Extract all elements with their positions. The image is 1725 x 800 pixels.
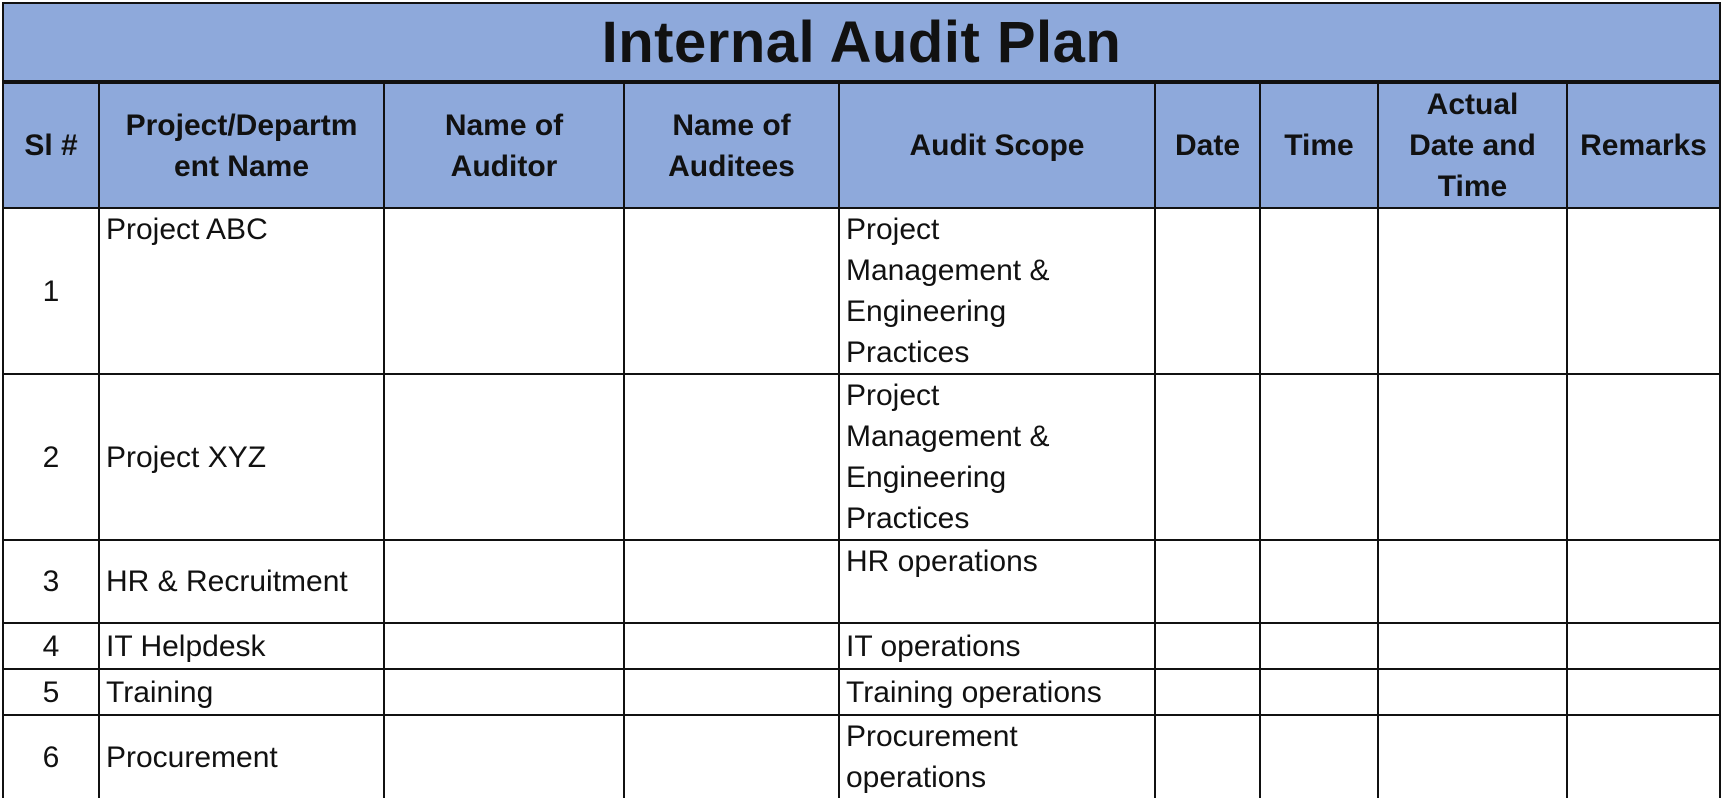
cell-auditor[interactable]	[384, 669, 624, 715]
table-row	[4, 374, 1719, 540]
cell-sl: 3	[4, 540, 99, 623]
cell-actual[interactable]	[1378, 208, 1567, 374]
cell-project: IT Helpdesk	[99, 623, 384, 669]
cell-remarks[interactable]	[1567, 715, 1719, 798]
cell-actual[interactable]	[1378, 669, 1567, 715]
header-auditor-line2: Auditor	[450, 149, 558, 183]
cell-date[interactable]	[1155, 374, 1260, 540]
cell-auditees[interactable]	[624, 669, 839, 715]
cell-auditor[interactable]	[384, 540, 624, 623]
cell-auditor[interactable]	[384, 715, 624, 798]
cell-scope	[839, 715, 1155, 798]
cell-scope	[839, 540, 1155, 623]
table-row	[4, 669, 1719, 715]
header-auditees	[624, 83, 839, 208]
header-date: Date	[1155, 83, 1260, 208]
cell-time[interactable]	[1260, 715, 1378, 798]
table-row	[4, 715, 1719, 798]
cell-actual[interactable]	[1378, 623, 1567, 669]
cell-project: Procurement	[99, 715, 384, 798]
cell-time[interactable]	[1260, 208, 1378, 374]
cell-auditees[interactable]	[624, 208, 839, 374]
table-row	[4, 540, 1719, 623]
header-project-line2: ent Name	[173, 149, 310, 183]
cell-time[interactable]	[1260, 623, 1378, 669]
scope-line: operations	[846, 761, 987, 794]
cell-date[interactable]	[1155, 669, 1260, 715]
cell-project: Project XYZ	[99, 374, 384, 540]
scope-line: Training operations	[846, 675, 1102, 709]
header-actual-line2: Date and	[1409, 129, 1536, 162]
cell-auditor[interactable]	[384, 208, 624, 374]
cell-actual[interactable]	[1378, 374, 1567, 540]
cell-date[interactable]	[1155, 623, 1260, 669]
scope-line: Procurement	[846, 720, 1018, 753]
cell-scope	[839, 623, 1155, 669]
table-row	[4, 623, 1719, 669]
table-header	[4, 83, 1719, 208]
scope-line: Project	[846, 379, 940, 412]
scope-line: Management &	[846, 254, 1050, 287]
scope-line: Practices	[846, 336, 970, 369]
header-sl: Sl #	[4, 83, 99, 208]
cell-sl: 4	[4, 623, 99, 669]
cell-project: Training	[99, 669, 384, 715]
header-actual	[1378, 83, 1567, 208]
header-auditees-line2: Auditees	[668, 149, 795, 183]
scope-line: Project	[846, 213, 940, 246]
cell-project: Project ABC	[99, 208, 384, 374]
scope-line: Engineering	[846, 461, 1007, 494]
header-remarks: Remarks	[1567, 83, 1719, 208]
header-auditor	[384, 83, 624, 208]
header-actual-line1: Actual	[1426, 88, 1519, 121]
cell-sl: 2	[4, 374, 99, 540]
cell-auditees[interactable]	[624, 715, 839, 798]
document-title: Internal Audit Plan	[4, 4, 1719, 82]
cell-remarks[interactable]	[1567, 623, 1719, 669]
header-row	[4, 83, 1719, 208]
cell-remarks[interactable]	[1567, 208, 1719, 374]
header-scope: Audit Scope	[839, 83, 1155, 208]
table-body	[4, 208, 1719, 798]
cell-auditor[interactable]	[384, 374, 624, 540]
header-auditees-line1: Name of	[672, 108, 791, 142]
cell-date[interactable]	[1155, 208, 1260, 374]
table-row	[4, 208, 1719, 374]
scope-line: HR operations	[846, 545, 1038, 578]
header-actual-line3: Time	[1437, 170, 1508, 203]
cell-date[interactable]	[1155, 540, 1260, 623]
cell-actual[interactable]	[1378, 715, 1567, 798]
cell-sl: 6	[4, 715, 99, 798]
cell-time[interactable]	[1260, 374, 1378, 540]
cell-time[interactable]	[1260, 540, 1378, 623]
cell-auditor[interactable]	[384, 623, 624, 669]
cell-sl: 5	[4, 669, 99, 715]
cell-auditees[interactable]	[624, 540, 839, 623]
scope-line: Engineering	[846, 295, 1007, 328]
cell-auditees[interactable]	[624, 374, 839, 540]
cell-remarks[interactable]	[1567, 374, 1719, 540]
scope-line: Management &	[846, 420, 1050, 453]
cell-scope	[839, 669, 1155, 715]
audit-plan-table	[4, 82, 1719, 798]
cell-actual[interactable]	[1378, 540, 1567, 623]
cell-remarks[interactable]	[1567, 669, 1719, 715]
cell-sl: 1	[4, 208, 99, 374]
scope-line: IT operations	[846, 629, 1021, 663]
cell-scope	[839, 208, 1155, 374]
header-project-line1: Project/Departm	[125, 108, 358, 142]
cell-project: HR & Recruitment	[99, 540, 384, 623]
audit-plan-sheet	[2, 2, 1721, 798]
header-auditor-line1: Name of	[444, 108, 564, 142]
cell-remarks[interactable]	[1567, 540, 1719, 623]
cell-auditees[interactable]	[624, 623, 839, 669]
scope-line: Practices	[846, 502, 970, 535]
cell-date[interactable]	[1155, 715, 1260, 798]
header-time: Time	[1260, 83, 1378, 208]
cell-time[interactable]	[1260, 669, 1378, 715]
cell-scope	[839, 374, 1155, 540]
header-project	[99, 83, 384, 208]
